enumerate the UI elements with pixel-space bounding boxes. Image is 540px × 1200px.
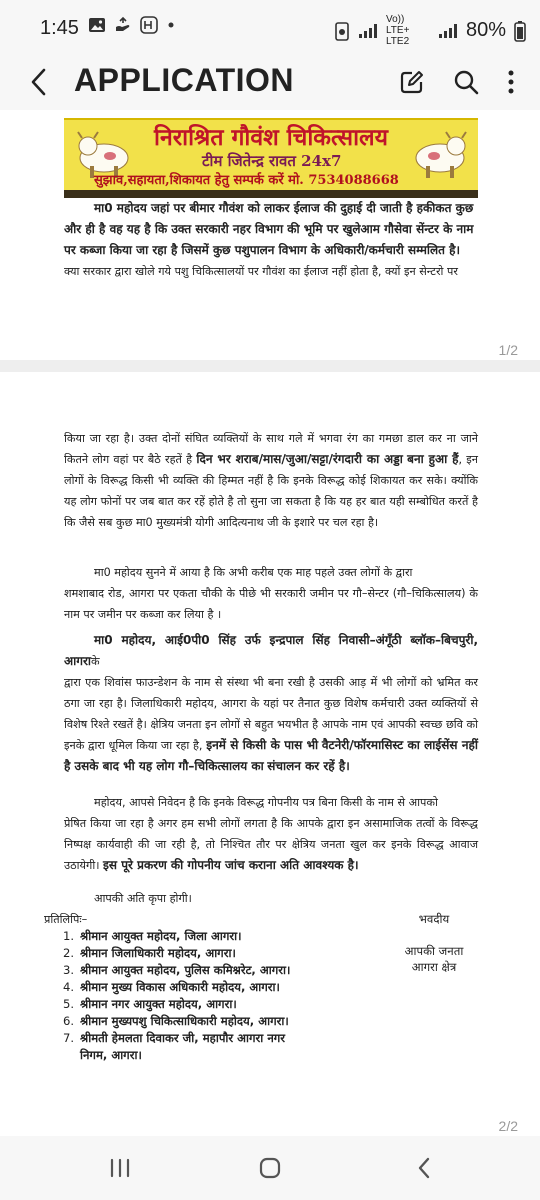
paragraph-1 — [64, 428, 478, 533]
cow-icon-right — [412, 126, 470, 182]
signature-area: आगरा क्षेत्र — [411, 960, 457, 974]
paragraph-4 — [64, 792, 478, 876]
banner-title: निराश्रित गौवंश चिकित्सालय — [154, 124, 388, 151]
cc-list — [58, 928, 290, 1064]
battery-percent: 80% — [465, 19, 506, 41]
document-page-2[interactable] — [0, 372, 540, 1136]
document-page-1[interactable] — [0, 110, 540, 360]
text-line: और ही है वह यह है कि उक्त सरकारी नहर विभाग की भूमि पर खुलेआम गौसेवा सेंन्टर के नाम — [64, 222, 474, 236]
text-line: कर ठगा जा रहा है। जिलाधिकारी महोदय, आगरा के यहां पर तैनात कुछ विशेष कर्मचारी उक्त — [64, 676, 478, 710]
status-bar — [0, 0, 540, 58]
text-line: आपकी स्वच्छ छवि को इनके द्वारा धूमिल किया जा रहा है, — [64, 718, 478, 752]
app-icon — [140, 16, 158, 34]
text-line: शिकायत कर सके। क्योंकि यह लोग फोनों पर जब बात कर रहें होते है तो सुना जा सकता है कि — [64, 474, 478, 508]
text-line: , इन लोगों के विरूद्ध किसी भी व्यक्ति की हिम्मत नहीं है कि इनके विरूद्ध कोई — [64, 453, 479, 487]
hand-icon — [114, 16, 132, 34]
edit-icon[interactable] — [398, 68, 426, 96]
closing-line: आपकी अति कृपा होगी। — [94, 892, 192, 905]
battery-icon — [514, 20, 526, 42]
text-line: द्वारा एक शिवांस फाउन्डेशन के नाम से संस्था भी बना रखी है उसकी आड़ में भी लोगों को भ्रमित — [64, 676, 461, 689]
app-actions — [398, 68, 516, 96]
highlighted-text: वैटनेरी/फॉरमासिस्ट का लाईसेंस नहीं है उसके बाद भी यह लोग गौ–चिकित्सालय का — [64, 738, 479, 773]
text-line: व्यक्तियों से विशेष रिश्ते रखतें है। क्षेत्रिय जनता इन लोगों से बहुत भयभीत है आपके नाम एवं — [64, 697, 479, 731]
list-item: निगम, आगरा। — [80, 1048, 142, 1062]
list-item: 6. श्रीमान मुख्यपशु चिकित्साधिकारी महोदय, आगरा। — [62, 1014, 289, 1028]
text-line: (गौ–चिकित्सालय) के नाम पर जमीन पर कब्जा कर लिया है । — [64, 587, 478, 621]
home-icon[interactable] — [250, 1150, 290, 1186]
text-line: प्रेषित किया जा रहा है अगर हम सभी लोगों लगता है कि आपके द्वारा इन असामाजिक तत्वों के — [64, 817, 448, 830]
signal-icon-2 — [438, 23, 458, 39]
banner-contact: सुझाव,सहायता,शिकायत हेतु सम्पर्क करें मो. 7534088668 — [94, 173, 399, 188]
app-bar — [0, 58, 540, 110]
notification-icons — [88, 16, 176, 34]
highlighted-text: इस पूरे प्रकरण की गोपनीय जांच कराना अति आवश्यक है। — [103, 858, 359, 872]
banner-border — [64, 190, 478, 198]
system-nav-bar — [0, 1136, 540, 1200]
text-line: मा0 महोदय जहां पर बीमार गौवंश को लाकर ईलाज की दुहाई दी जाती है हकीकत कुछ — [94, 201, 474, 215]
text-line: विरूद्ध निष्पक्ष कार्यवाही की जा रही है, तो निश्चित तौर पर क्षेत्रिय जनता खुल कर इनके विरूद्ध — [64, 817, 478, 851]
page-number: 1/2 — [498, 342, 518, 358]
text-line: के — [91, 655, 100, 668]
search-icon[interactable] — [452, 68, 480, 96]
gallery-icon — [88, 16, 106, 34]
paragraph-3 — [64, 630, 478, 777]
text-line: शमशाबाद रोड, आगरा पर एकता चौकी के पीछे भी सरकारी जमीन पर गौ–सेन्टर — [64, 587, 389, 600]
list-item: 1. श्रीमान आयुक्त महोदय, जिला आगरा। — [62, 929, 242, 943]
page-title: APPLICATION — [74, 62, 295, 98]
text-line: मा0 महोदय सुनने में आया है कि अभी करीब एक माह पहले उक्त लोगों के द्वारा — [94, 566, 413, 579]
status-time: 1:45 — [40, 17, 79, 39]
text-line: क्या सरकार द्वारा खोले गये पशु चिकित्सालयों पर गौवंश का ईलाज नहीं होता है, क्यों इन सेन्टरो पर — [64, 265, 458, 278]
cc-label: प्रतिलिपिः– — [44, 913, 88, 926]
list-item: 4. श्रीमान मुख्य विकास अधिकारी महोदय, आगरा। — [62, 980, 280, 994]
recycle-icon — [334, 21, 350, 41]
text-line: यह हर बात यही सम्बोधित करतें है कि जैसे सब कुछ मा0 मुख्यमंत्री योगी आदित्यनाथ जी के — [64, 495, 478, 529]
highlighted-text: दिन भर शराब/मास/जुआ/सट्टा/रंगदारी का अड्डा — [196, 452, 403, 466]
list-item: 7. श्रीमती हेमलता दिवाकर जी, महापौर आगरा नगर — [62, 1031, 286, 1045]
dot-icon — [166, 16, 176, 34]
list-item: 5. श्रीमान नगर आयुक्त महोदय, आगरा। — [62, 997, 237, 1011]
highlighted-text: बना हुआ हैं — [407, 452, 459, 466]
status-right — [334, 14, 526, 47]
highlighted-text: संचालन कर रहें है। — [267, 759, 350, 773]
text-line: जाने कितने लोग वहां पर बैठे रहतें है — [64, 432, 478, 466]
back-icon[interactable] — [28, 66, 50, 103]
page1-paragraph — [64, 198, 478, 282]
highlighted-text: मा0 महोदय, आई0पी0 सिंह उर्फ इन्द्रपाल सिंह निवासी–अंगूँठी ब्लॉक–बिचपुरी, आगरा — [64, 633, 478, 668]
banner-image — [64, 118, 478, 198]
text-line: पर कब्जा किया जा रहा है जिसमें कुछ पशुपालन विभाग के अधिकारी/कर्मचारी सम्मलित है। — [64, 243, 461, 257]
signature-closing: भवदीय — [418, 912, 450, 926]
paragraph-2 — [64, 562, 478, 625]
network-label: Vo)) LTE+ LTE2 — [385, 14, 410, 47]
text-line: महोदय, आपसे निवेदन है कि इनके विरूद्ध गोपनीय पत्र बिना किसी के नाम से आपको — [94, 796, 438, 809]
page-number: 2/2 — [498, 1118, 518, 1134]
highlighted-text: इनमें से किसी के पास भी — [206, 738, 319, 752]
banner-subtitle: टीम जितेन्द्र रावत 24x7 — [202, 152, 342, 170]
recent-apps-icon[interactable] — [100, 1150, 140, 1186]
signal-icon — [358, 23, 378, 39]
back-nav-icon[interactable] — [404, 1150, 444, 1186]
text-line: आवाज उठायेगी। — [64, 838, 478, 872]
text-line: किया जा रहा है। उक्त दोनों संघित व्यक्तियों के साथ गले में भगवा रंग का गमछा डाल कर ना — [64, 432, 456, 445]
list-item: 2. श्रीमान जिलाधिकारी महोदय, आगरा। — [62, 946, 236, 960]
more-options-icon[interactable] — [506, 68, 516, 96]
list-item: 3. श्रीमान आयुक्त महोदय, पुलिस कमिश्नरेट, आगरा। — [62, 963, 291, 977]
signature-name: आपकी जनता — [404, 944, 464, 958]
text-line: इशारे पर चल रहा है। — [294, 516, 379, 529]
